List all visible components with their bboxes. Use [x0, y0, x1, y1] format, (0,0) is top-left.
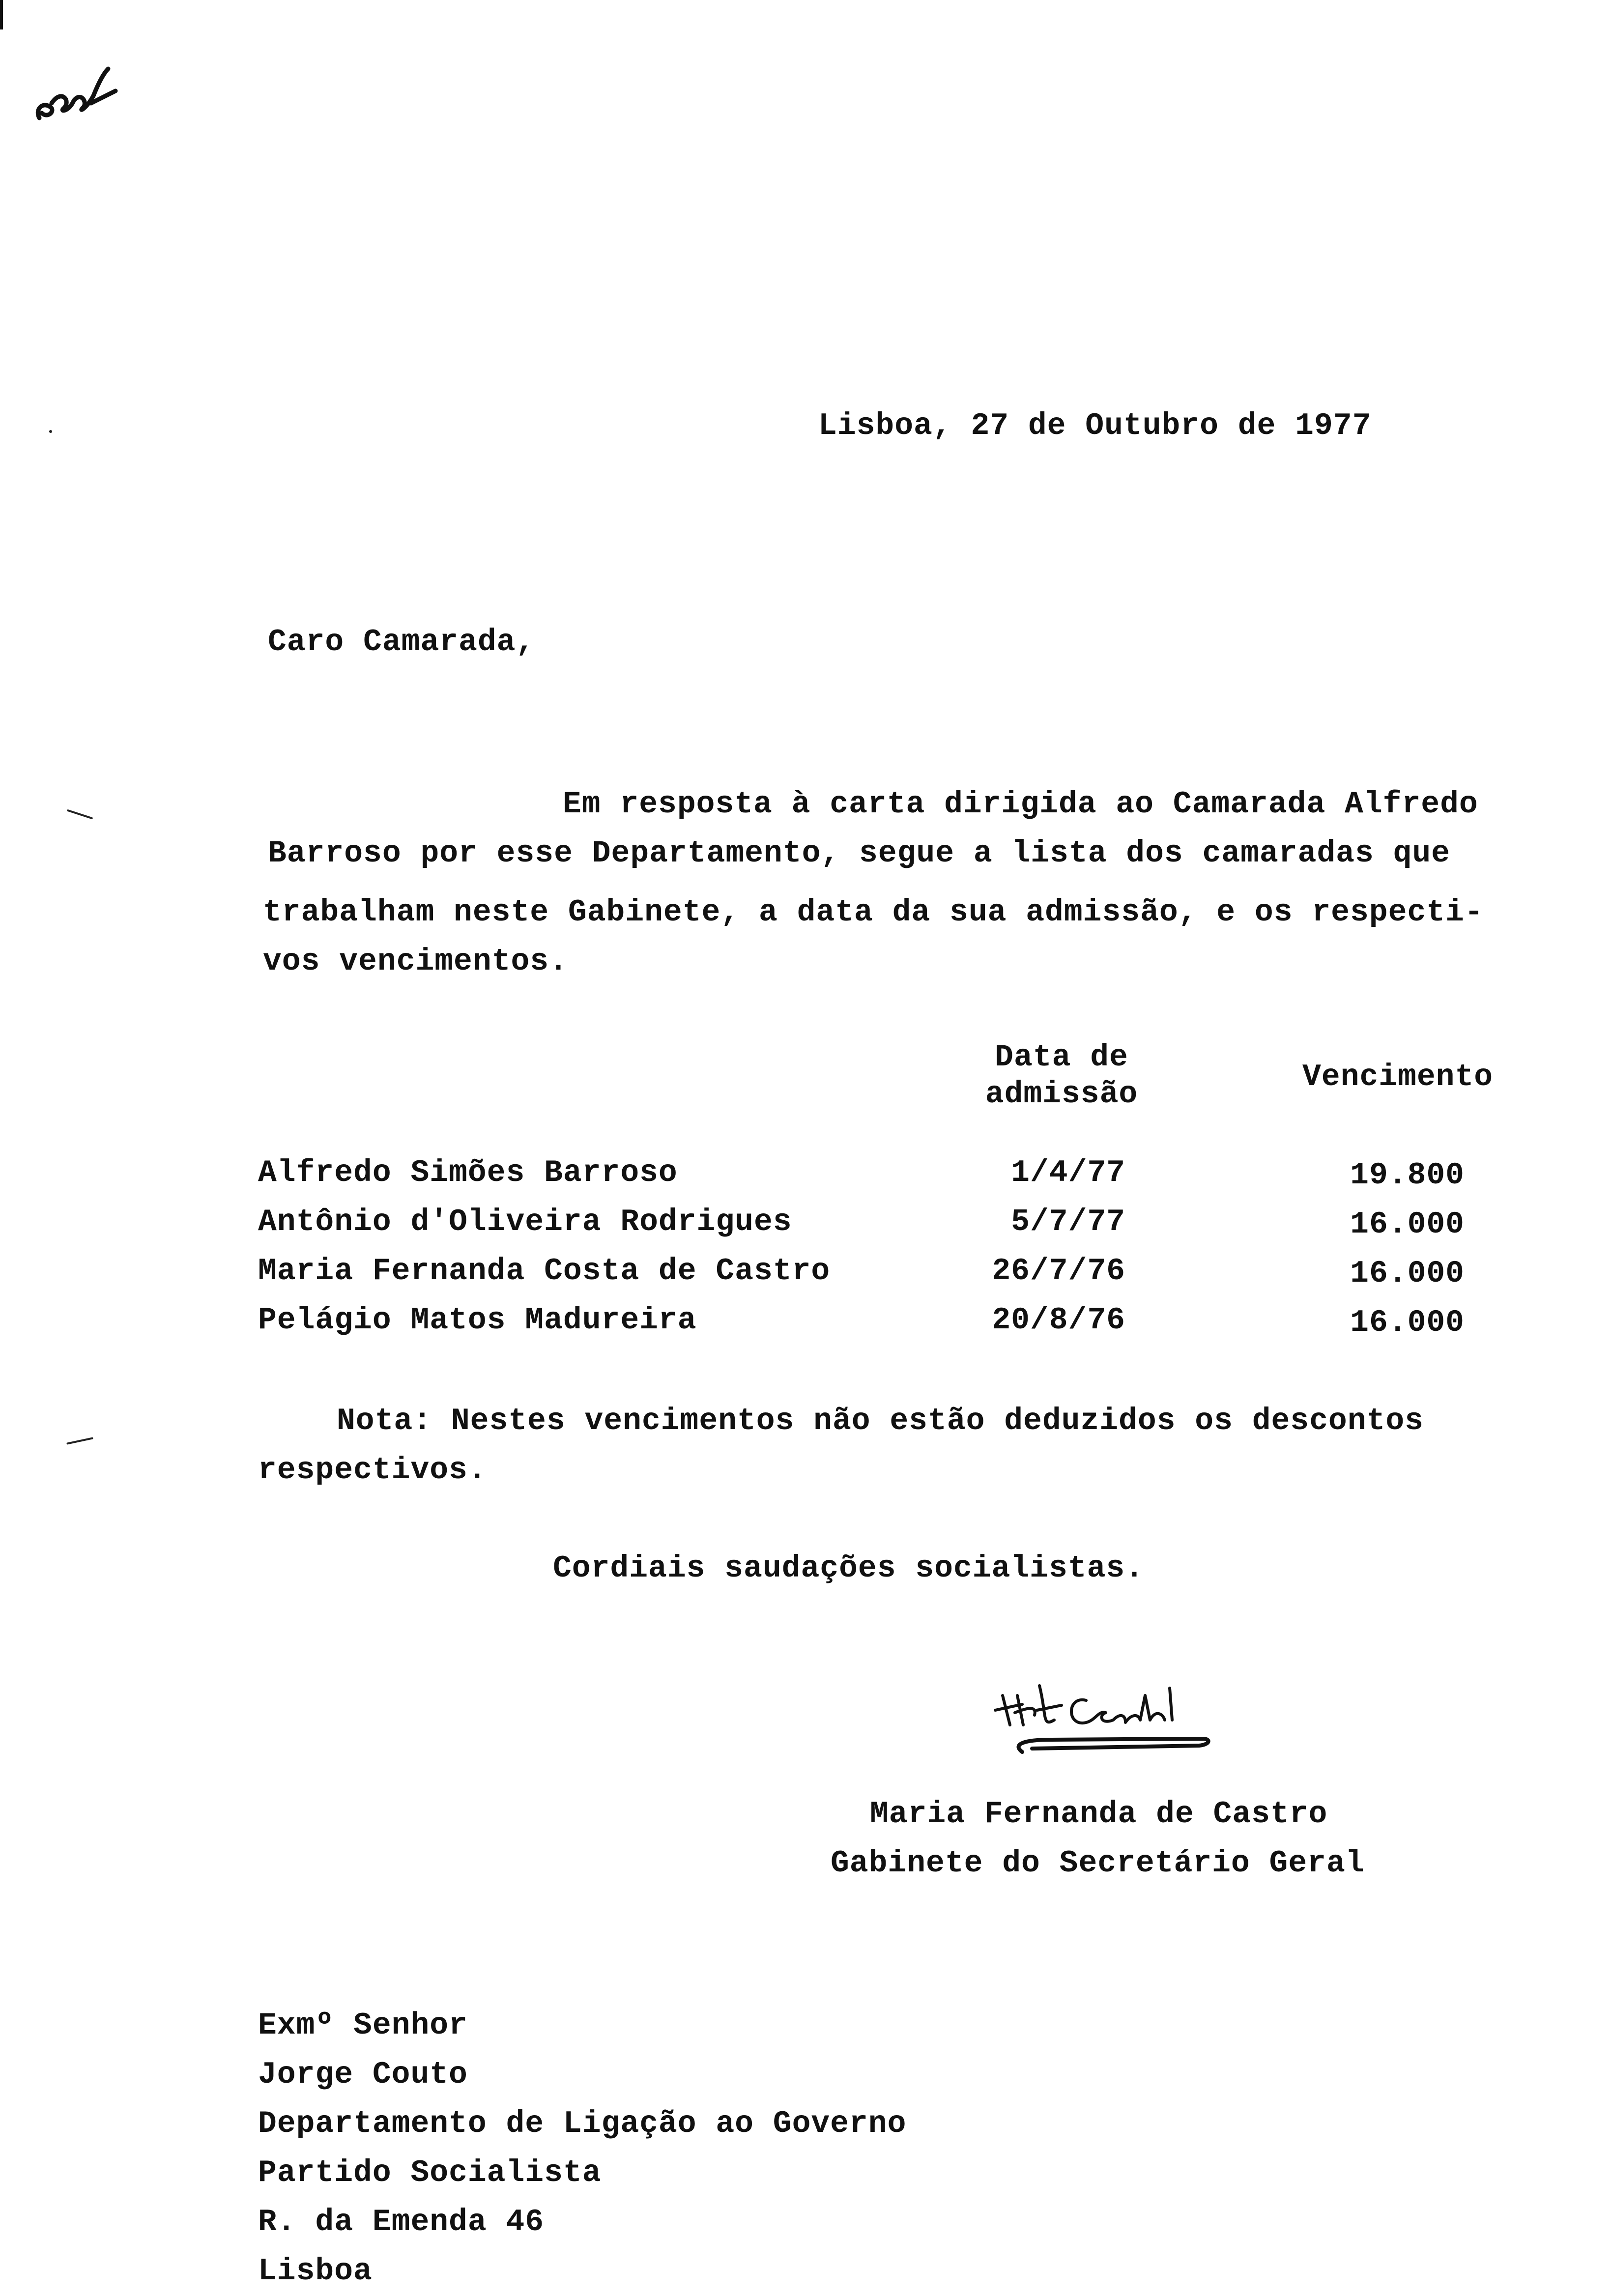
address-line: R. da Emenda 46: [258, 2205, 545, 2239]
salutation: Caro Camarada,: [268, 625, 535, 660]
address-line: Departamento de Ligação ao Governo: [258, 2106, 907, 2141]
table-row-name: Pelágio Matos Madureira: [258, 1303, 697, 1338]
table-row-salary: 16.000: [1350, 1256, 1465, 1291]
body-line-4: vos vencimentos.: [263, 944, 568, 979]
header-salary: Vencimento: [1302, 1060, 1494, 1094]
body-line-3: trabalham neste Gabinete, a data da sua admissão, e os respecti-: [263, 895, 1484, 930]
note-line-1: Nota: Nestes vencimentos não estão deduzidos os descontos: [337, 1404, 1424, 1438]
note-line-2: respectivos.: [258, 1453, 487, 1488]
address-line: Partido Socialista: [258, 2155, 602, 2190]
scan-edge-mark: [0, 0, 3, 29]
handwritten-initials-mark: [25, 54, 123, 128]
address-line: Exmº Senhor: [258, 2008, 468, 2043]
closing-line: Cordiais saudações socialistas.: [553, 1551, 1144, 1586]
table-row-name: Alfredo Simões Barroso: [258, 1155, 678, 1190]
header-date-line-2: admissão: [985, 1077, 1138, 1112]
margin-hole-mark: [67, 809, 93, 820]
margin-hole-mark: [66, 1437, 93, 1444]
address-line: Lisboa: [258, 2254, 373, 2289]
signatory-name: Maria Fernanda de Castro: [870, 1797, 1328, 1832]
table-row-salary: 16.000: [1350, 1207, 1465, 1242]
handwritten-signature: [993, 1666, 1238, 1769]
date-line: Lisboa, 27 de Outubro de 1977: [818, 408, 1372, 443]
table-row-name: Maria Fernanda Costa de Castro: [258, 1254, 831, 1289]
table-row-salary: 16.000: [1350, 1305, 1465, 1340]
table-row-date: 5/7/77: [1011, 1205, 1125, 1239]
body-line-2: Barroso por esse Departamento, segue a lista dos camaradas que: [268, 836, 1450, 871]
header-date-line-1: Data de: [995, 1040, 1128, 1075]
address-line: Jorge Couto: [258, 2057, 468, 2092]
table-row-date: 1/4/77: [1011, 1155, 1125, 1190]
table-row-date: 20/8/76: [992, 1303, 1125, 1338]
table-row-date: 26/7/76: [992, 1254, 1125, 1289]
table-row-salary: 19.800: [1350, 1158, 1465, 1193]
body-line-1: Em resposta à carta dirigida ao Camarada Alfredo: [563, 787, 1478, 822]
margin-speck: [49, 430, 52, 433]
signatory-office: Gabinete do Secretário Geral: [831, 1846, 1365, 1881]
table-row-name: Antônio d'Oliveira Rodrigues: [258, 1205, 792, 1239]
